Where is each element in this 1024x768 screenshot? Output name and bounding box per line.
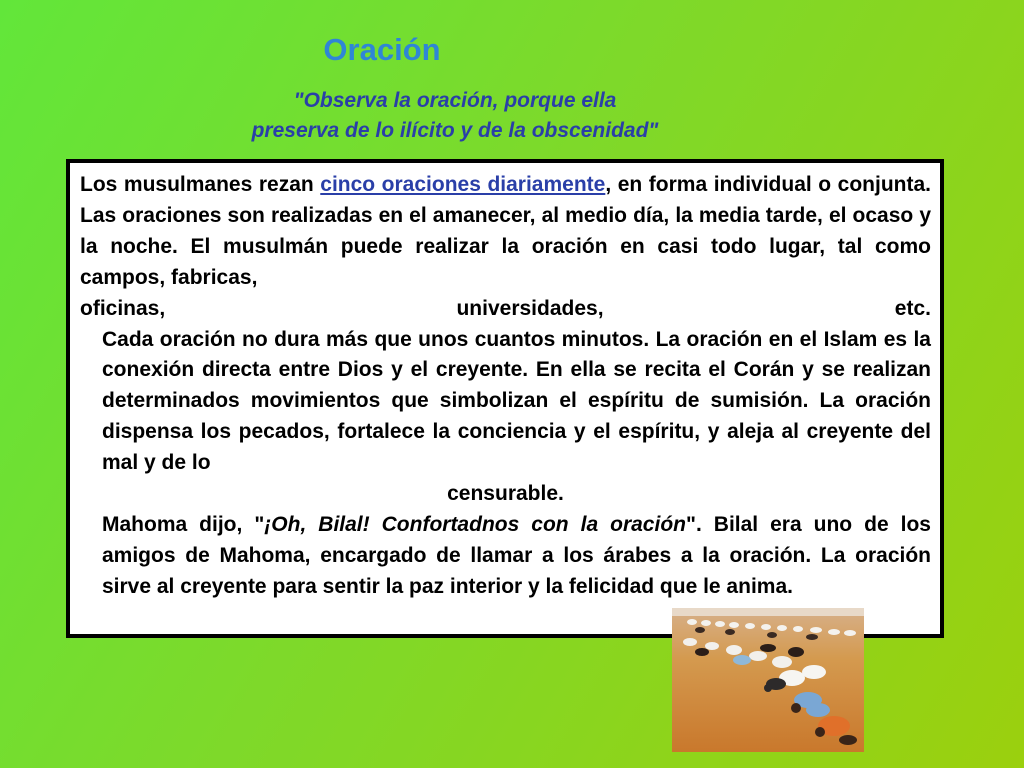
paragraph-3-text: Mahoma dijo, " (102, 512, 265, 536)
paragraph-2-last-line: censurable. (447, 482, 564, 506)
text-box (66, 159, 944, 638)
paragraph-1-last-line: oficinas, universidades, etc. (80, 296, 931, 320)
paragraph-3-text-cont: ". Bilal era uno de los amigos de Mahoma, encargado de llamar a los árabes a la oración. La oración sirve al creyente para sentir la paz interior y la felicidad que le anima. (102, 512, 931, 598)
slide-title: Oración (323, 32, 441, 67)
paragraph-1-text: Los musulmanes rezan (80, 173, 321, 196)
paragraph-1 (80, 170, 931, 294)
paragraph-3 (80, 510, 931, 603)
prayer-photo (672, 608, 864, 752)
paragraph-1-text-cont: , en forma individual o conjunta. Las oraciones son realizadas en el amanecer, al medio día, la media tarde, el ocaso y la noche. El musulmán puede realizar la oración en casi todo lugar, tal como campos, fabricas, (80, 173, 931, 289)
quote-line-2: preserva de lo ilícito y de la obscenidad" (251, 119, 659, 142)
bilal-quote: ¡Oh, Bilal! Confortadnos con la oración (264, 512, 686, 536)
quote-line-1: "Observa la oración, porque ella (293, 89, 617, 112)
five-prayers-link[interactable]: cinco oraciones diariamente (320, 173, 606, 196)
quote (150, 86, 760, 146)
paragraph-2: Cada oración no dura más que unos cuantos minutos. La oración en el Islam es la conexión directa entre Dios y el creyente. En ella se recita el Corán y se realizan determinados movimientos que simbolizan el espíritu de sumisión. La oración dispensa los pecados, fortalece la conciencia y el espíritu, y aleja al creyente del mal y de lo (102, 327, 931, 475)
